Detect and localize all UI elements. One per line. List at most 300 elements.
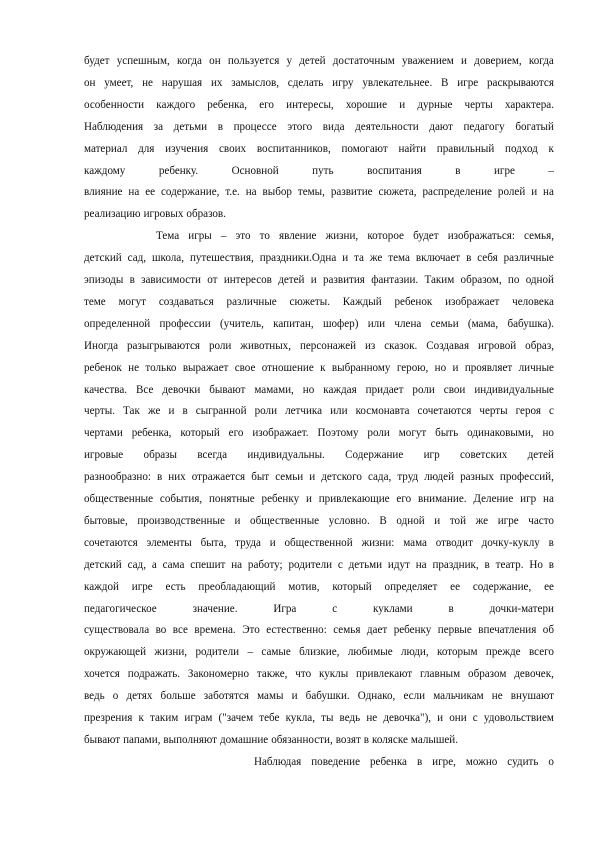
text-line	[84, 555, 554, 575]
word: внушают	[510, 690, 554, 703]
word: черты.	[84, 405, 115, 418]
word: впечатления	[478, 624, 537, 637]
word: же	[369, 252, 383, 265]
word: зависимости	[141, 274, 201, 286]
word: близкие,	[299, 646, 340, 659]
word: праздники.Одна	[259, 252, 337, 265]
word: детях	[126, 690, 153, 703]
word: игре	[493, 164, 515, 177]
word: подражать.	[127, 668, 181, 681]
word: жизни:	[361, 536, 395, 549]
word: коляске	[372, 733, 408, 746]
word: папами,	[123, 733, 161, 746]
word: все	[172, 624, 188, 637]
word: и	[437, 712, 444, 724]
word: Поэтому	[317, 427, 359, 440]
word: процессе	[233, 120, 277, 133]
word: жизни,	[325, 230, 359, 243]
word: Однако,	[357, 690, 396, 703]
word: малышей.	[410, 733, 459, 746]
word: советских	[459, 449, 508, 462]
word: профессии	[159, 317, 211, 330]
word: различные	[226, 295, 277, 308]
word: путь	[312, 164, 334, 177]
word: если	[403, 690, 426, 703]
word: Наблюдения	[84, 120, 144, 133]
word: личные	[518, 361, 554, 374]
word: –	[220, 230, 227, 243]
word: образом,	[460, 274, 502, 286]
word: выполняют	[163, 733, 218, 746]
word: достаточным	[332, 55, 395, 67]
word: в	[548, 558, 554, 571]
word: изображаться:	[447, 230, 515, 243]
text-line	[84, 664, 554, 684]
word: изображает.	[252, 427, 309, 440]
word: с	[332, 602, 338, 615]
word: (мама,	[467, 317, 499, 330]
word: помогают	[341, 142, 388, 155]
word: В	[379, 514, 387, 527]
word: правильный	[436, 142, 495, 155]
word: его	[228, 427, 244, 440]
word: них	[168, 471, 186, 484]
word: условно.	[328, 514, 370, 527]
word: которым	[437, 646, 478, 659]
text-line	[84, 686, 554, 706]
text-line	[84, 204, 554, 224]
word: космонавта	[355, 405, 410, 418]
word: на	[128, 186, 140, 199]
word: раскрываются	[486, 76, 554, 89]
word: за	[153, 120, 164, 133]
word: и	[234, 514, 241, 527]
word: уважением	[401, 55, 454, 67]
word: на	[415, 558, 427, 571]
word: детьми	[348, 558, 383, 571]
word: Иногда	[84, 339, 119, 352]
word: труда	[235, 536, 261, 549]
word: нарушая	[161, 76, 203, 89]
text-line	[84, 248, 554, 268]
word: та	[354, 252, 364, 265]
word: он	[84, 76, 96, 89]
word: человека	[512, 295, 554, 308]
word: в	[217, 120, 223, 133]
word: в	[455, 164, 461, 177]
word: фантазии.	[371, 274, 419, 286]
word: путешествия,	[189, 252, 254, 265]
word: сказок.	[384, 339, 418, 352]
word: возят	[335, 733, 361, 746]
word: капитан,	[273, 317, 314, 330]
word: удовольствием	[483, 712, 554, 724]
word: а	[151, 558, 157, 571]
word: развитие	[330, 186, 373, 199]
word: бытовые,	[84, 514, 128, 527]
word: жизни,	[154, 646, 188, 659]
word: индивидуальны.	[247, 449, 325, 462]
word: разнообразно:	[84, 471, 151, 484]
word: реализацию	[84, 208, 141, 221]
word: и	[168, 405, 175, 418]
word: есть	[165, 580, 186, 593]
word: мама	[403, 536, 427, 549]
word: можно	[465, 755, 498, 768]
word: больше	[160, 690, 196, 703]
word: одинаковыми,	[467, 427, 534, 440]
word: или	[330, 405, 348, 418]
word: работу;	[247, 558, 283, 571]
word: дурные	[417, 98, 453, 111]
word: когда	[528, 55, 554, 67]
word: игровые	[84, 449, 124, 462]
word: и	[305, 493, 312, 505]
word: девочка"),	[383, 712, 432, 724]
word: могут	[118, 295, 147, 308]
word: который	[180, 427, 220, 440]
text-line	[84, 730, 554, 750]
word: окружающей	[84, 646, 147, 659]
word: и	[291, 690, 298, 703]
word: интересов	[223, 274, 272, 286]
word: Игра	[273, 602, 297, 615]
word: на	[543, 186, 554, 199]
word: Каждый	[342, 295, 382, 308]
word: доверием,	[474, 55, 522, 67]
word: одной	[396, 514, 425, 527]
word: первые	[437, 624, 472, 637]
word: семьи	[275, 471, 304, 484]
word: игровых	[143, 208, 184, 221]
word: спешит	[190, 558, 226, 571]
word: хорошие	[345, 98, 388, 111]
word: успешным,	[116, 55, 170, 67]
word: игру	[332, 76, 354, 89]
word: игр	[520, 493, 537, 505]
word: роли	[254, 405, 278, 418]
word: роли	[367, 427, 390, 440]
word: Но	[529, 558, 543, 571]
word: качества.	[84, 383, 128, 396]
word: также,	[256, 668, 288, 681]
word: детей	[299, 55, 326, 67]
word: к	[138, 712, 144, 724]
word: любимые	[347, 646, 393, 659]
word: –	[548, 164, 554, 177]
word: детский	[84, 252, 122, 265]
word: педагогическое	[84, 602, 157, 615]
text-line	[84, 380, 554, 400]
word: и	[461, 55, 467, 67]
word: игре	[131, 580, 153, 593]
word: ребенка	[370, 755, 407, 768]
word: Наблюдая	[254, 755, 302, 768]
word: Так	[123, 405, 140, 418]
word: но	[542, 427, 554, 440]
word: отводит	[435, 536, 473, 549]
word: всегда	[197, 449, 228, 462]
word: распределение	[422, 186, 492, 199]
word: родители	[195, 646, 240, 659]
word: определенной	[84, 317, 151, 330]
word: детей	[527, 449, 554, 462]
text-line	[84, 445, 554, 465]
word: с	[472, 712, 478, 724]
word: ребенок	[84, 361, 122, 374]
word: девочек,	[514, 668, 554, 681]
text-line	[84, 423, 554, 443]
word: Таким	[424, 274, 455, 286]
word: но	[434, 361, 447, 374]
word: людей	[424, 471, 455, 484]
word: и	[434, 514, 441, 527]
word: производственные	[137, 514, 225, 527]
word: детьми	[173, 120, 208, 133]
word: игре,	[432, 755, 456, 768]
word: профессий,	[499, 471, 554, 484]
word: той	[449, 514, 467, 527]
word: сад,	[127, 252, 147, 265]
word: будет	[84, 55, 110, 67]
word: его	[259, 98, 274, 111]
word: общественные	[84, 493, 154, 505]
word: и	[269, 536, 276, 549]
word: выражает	[182, 361, 229, 374]
text-line	[254, 752, 554, 772]
word: что	[295, 668, 312, 681]
word: судить	[507, 755, 539, 768]
word: они	[449, 712, 467, 724]
word: замыслов,	[231, 76, 280, 89]
word: эпизоды	[84, 274, 124, 286]
word: труд	[397, 471, 419, 484]
word: влияние	[84, 186, 123, 199]
word: герою,	[396, 361, 429, 374]
word: черты	[479, 405, 508, 418]
word: кукла,	[285, 712, 315, 724]
word: свое	[234, 361, 256, 374]
word: который	[332, 580, 372, 593]
word: игры	[188, 230, 212, 243]
word: ребенок	[394, 295, 433, 308]
word: Создавая	[426, 339, 470, 352]
word: таким	[150, 712, 179, 724]
word: об	[542, 624, 554, 637]
word: образом	[468, 668, 507, 681]
word: героя	[515, 405, 541, 418]
text-line	[84, 182, 554, 202]
word: определяет	[384, 580, 438, 593]
word: быть	[435, 427, 459, 440]
word: черты	[464, 98, 493, 111]
word: дает	[366, 624, 388, 637]
word: которое	[367, 230, 404, 243]
word: разных	[460, 471, 494, 484]
word: заботятся	[203, 690, 249, 703]
word: найти	[398, 142, 427, 155]
word: в	[466, 252, 472, 265]
text-line	[84, 336, 554, 356]
text-line	[84, 489, 554, 509]
text-line	[84, 599, 554, 619]
word: на	[543, 493, 554, 505]
word: воспитания	[367, 164, 422, 177]
word: и	[342, 252, 349, 265]
word: создаваться	[158, 295, 214, 308]
word: игре	[457, 76, 479, 89]
word: тема	[388, 252, 410, 265]
word: ребенку	[261, 493, 300, 505]
word: не	[366, 712, 378, 724]
word: сочетаются	[84, 536, 138, 549]
word: ее	[450, 580, 461, 593]
word: мамами,	[254, 383, 294, 396]
word: быта,	[200, 536, 227, 549]
word: сюжеты.	[289, 295, 330, 308]
word: к	[320, 361, 326, 374]
word: когда	[177, 55, 202, 67]
word: не	[142, 76, 153, 89]
word: элементы	[146, 536, 192, 549]
word: придает	[365, 383, 404, 396]
text-line	[84, 533, 554, 553]
word: понятные	[208, 493, 255, 505]
word: ее	[544, 580, 554, 593]
word: общественные	[250, 514, 320, 527]
word: в	[548, 536, 554, 549]
word: поведение	[311, 755, 361, 768]
word: будет	[413, 230, 439, 243]
word: быт	[251, 471, 270, 484]
word: привлекают	[356, 668, 413, 681]
word: на	[231, 558, 243, 571]
word: тебе	[259, 712, 280, 724]
word: в	[363, 733, 370, 746]
text-line	[84, 314, 554, 334]
word: (учитель,	[219, 317, 264, 330]
word: родители	[288, 558, 333, 571]
word: события,	[159, 493, 203, 505]
word: девочки	[162, 383, 201, 396]
word: всего	[528, 646, 554, 659]
word: в	[448, 602, 454, 615]
word: прежде	[485, 646, 521, 659]
word: персонажей	[299, 339, 357, 352]
word: увлекательнее.	[362, 76, 433, 89]
word: и	[309, 471, 316, 484]
word: могут	[398, 427, 427, 440]
word: различные	[503, 252, 554, 265]
word: и	[531, 186, 538, 199]
word: в	[484, 558, 490, 571]
word: образы	[143, 449, 178, 462]
word: ты	[321, 712, 334, 724]
word: мальчикам	[433, 690, 484, 703]
word: роли	[208, 339, 232, 352]
word: обязанности,	[271, 733, 333, 746]
word: мамы	[257, 690, 284, 703]
text-line	[84, 401, 554, 421]
word: сделать	[287, 76, 324, 89]
word: часто	[528, 514, 554, 527]
word: члена	[394, 317, 422, 330]
word: с	[337, 558, 343, 571]
text-line	[84, 467, 554, 487]
word: Содержание	[345, 449, 404, 462]
word: из	[364, 339, 376, 352]
text-line	[84, 117, 554, 137]
word: бабушка).	[507, 317, 554, 330]
word: животных,	[240, 339, 292, 352]
word: отношение	[261, 361, 314, 374]
word: игровой	[478, 339, 517, 352]
word: о	[112, 690, 119, 703]
word: т.е.	[225, 186, 240, 199]
word: только	[145, 361, 177, 374]
word: шофер)	[322, 317, 359, 330]
word: образов.	[186, 208, 226, 221]
word: о	[548, 755, 554, 768]
word: мотив,	[288, 580, 320, 593]
word: ее	[145, 186, 156, 199]
word: домашние	[220, 733, 269, 746]
word: во	[155, 624, 167, 637]
word: от	[207, 274, 218, 286]
word: детский	[84, 558, 122, 571]
word: семьи	[430, 317, 459, 330]
word: отражается	[191, 471, 246, 484]
word: индивидуальные	[474, 383, 554, 396]
word: педагогу	[463, 120, 505, 133]
word: привлекающие	[318, 493, 390, 505]
word: свои	[443, 383, 466, 396]
word: умеет,	[104, 76, 134, 89]
word: люди,	[401, 646, 429, 659]
word: на	[245, 186, 257, 199]
text-line	[84, 270, 554, 290]
word: самые	[261, 646, 291, 659]
text-line	[84, 292, 554, 312]
word: своих	[218, 142, 247, 155]
word: и	[399, 98, 406, 111]
word: внимание.	[418, 493, 467, 505]
word: каждому	[84, 164, 126, 177]
word: естественно:	[266, 624, 327, 637]
word: этого	[287, 120, 313, 133]
word: сюжета,	[378, 186, 417, 199]
word: по	[507, 274, 520, 286]
word: ребенка,	[131, 427, 172, 440]
word: Все	[136, 383, 154, 396]
word: сочетаются	[417, 405, 472, 418]
text-line	[84, 620, 554, 640]
word: куклы	[319, 668, 349, 681]
word: ведь	[339, 712, 361, 724]
word: их	[210, 76, 223, 89]
word: включает	[415, 252, 461, 265]
word: каждой	[84, 580, 119, 593]
word: он	[209, 55, 221, 67]
word: воспитанников,	[256, 142, 331, 155]
word: детского	[321, 471, 362, 484]
text-line	[84, 511, 554, 531]
word: не	[128, 361, 140, 374]
word: преобладающий	[198, 580, 276, 593]
text-line	[84, 161, 554, 181]
word: явление	[279, 230, 317, 243]
word: в	[157, 471, 163, 484]
